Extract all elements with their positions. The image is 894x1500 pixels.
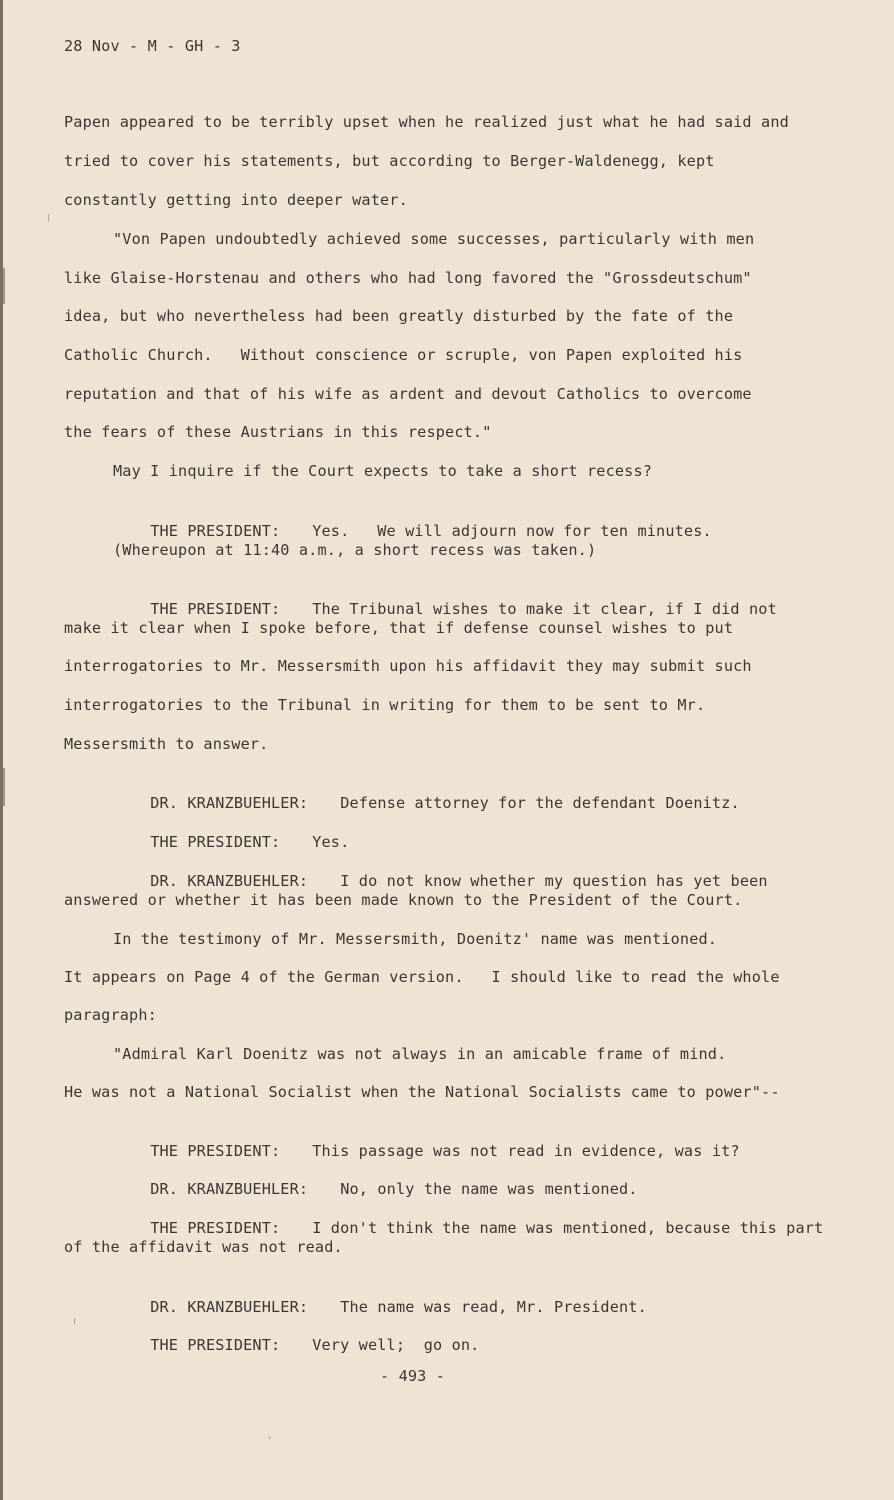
speech-text: No, only the name was mentioned. (340, 1180, 638, 1198)
text-line: constantly getting into deeper water. (64, 191, 408, 209)
speaker-label: DR. KRANZBUEHLER: (150, 1298, 309, 1316)
page-header: 28 Nov - M - GH - 3 (64, 37, 241, 55)
speech-text: I don't think the name was mentioned, because this part (312, 1219, 824, 1237)
text-line: like Glaise-Horstenau and others who had long favored the "Grossdeutschum" (64, 269, 752, 287)
text-line: of the affidavit was not read. (64, 1238, 343, 1256)
speech-text: Yes. We will adjourn now for ten minutes. (312, 522, 712, 540)
text-line: May I inquire if the Court expects to take a short recess? (113, 462, 653, 480)
text-line: Messersmith to answer. (64, 735, 269, 753)
text-line: He was not a National Socialist when the National Socialists came to power"-- (64, 1083, 780, 1101)
speaker-label: THE PRESIDENT: (150, 1142, 281, 1160)
text-line: (Whereupon at 11:40 a.m., a short recess was taken.) (113, 541, 597, 559)
page-number: - 493 - (380, 1367, 446, 1385)
text-line: make it clear when I spoke before, that if defense counsel wishes to put (64, 619, 734, 637)
text-line: "Von Papen undoubtedly achieved some successes, particularly with men (113, 230, 755, 248)
speech-text: Yes. (312, 833, 350, 851)
speech-text: The name was read, Mr. President. (340, 1298, 647, 1316)
text-line: idea, but who nevertheless had been greatly disturbed by the fate of the (64, 307, 734, 325)
speaker-label: THE PRESIDENT: (150, 1336, 281, 1354)
text-line: answered or whether it has been made known to the President of the Court. (64, 891, 743, 909)
speaker-label: DR. KRANZBUEHLER: (150, 872, 309, 890)
speaker-label: THE PRESIDENT: (150, 600, 281, 618)
text-line: In the testimony of Mr. Messersmith, Doenitz' name was mentioned. (113, 930, 718, 948)
paper-mark (74, 1318, 75, 1324)
page-edge (0, 0, 3, 1500)
speech-text: Defense attorney for the defendant Doenitz. (340, 794, 740, 812)
speech-text: I do not know whether my question has yet been (340, 872, 768, 890)
paper-mark (268, 1436, 271, 1439)
text-line: the fears of these Austrians in this respect." (64, 423, 492, 441)
text-line: reputation and that of his wife as ardent and devout Catholics to overcome (64, 385, 752, 403)
text-line: "Admiral Karl Doenitz was not always in an amicable frame of mind. (113, 1045, 727, 1063)
text-line: interrogatories to the Tribunal in writing for them to be sent to Mr. (64, 696, 706, 714)
text-line: Catholic Church. Without conscience or scruple, von Papen exploited his (64, 346, 743, 364)
text-line: interrogatories to Mr. Messersmith upon his affidavit they may submit such (64, 657, 752, 675)
text-line: It appears on Page 4 of the German version. I should like to read the whole (64, 968, 780, 986)
speaker-label: DR. KRANZBUEHLER: (150, 1180, 309, 1198)
paper-mark (48, 214, 49, 222)
text-line: tried to cover his statements, but according to Berger-Waldenegg, kept (64, 152, 715, 170)
speech-text: The Tribunal wishes to make it clear, if I did not (312, 600, 777, 618)
speech-text: This passage was not read in evidence, was it? (312, 1142, 740, 1160)
paper-mark (3, 268, 5, 304)
speech-text: Very well; go on. (312, 1336, 480, 1354)
speaker-label: THE PRESIDENT: (150, 1219, 281, 1237)
text-line: paragraph: (64, 1006, 157, 1024)
text-line: Papen appeared to be terribly upset when he realized just what he had said and (64, 113, 789, 131)
paper-mark (3, 768, 5, 806)
speaker-label: DR. KRANZBUEHLER: (150, 794, 309, 812)
speaker-label: THE PRESIDENT: (150, 833, 281, 851)
speaker-label: THE PRESIDENT: (150, 522, 281, 540)
